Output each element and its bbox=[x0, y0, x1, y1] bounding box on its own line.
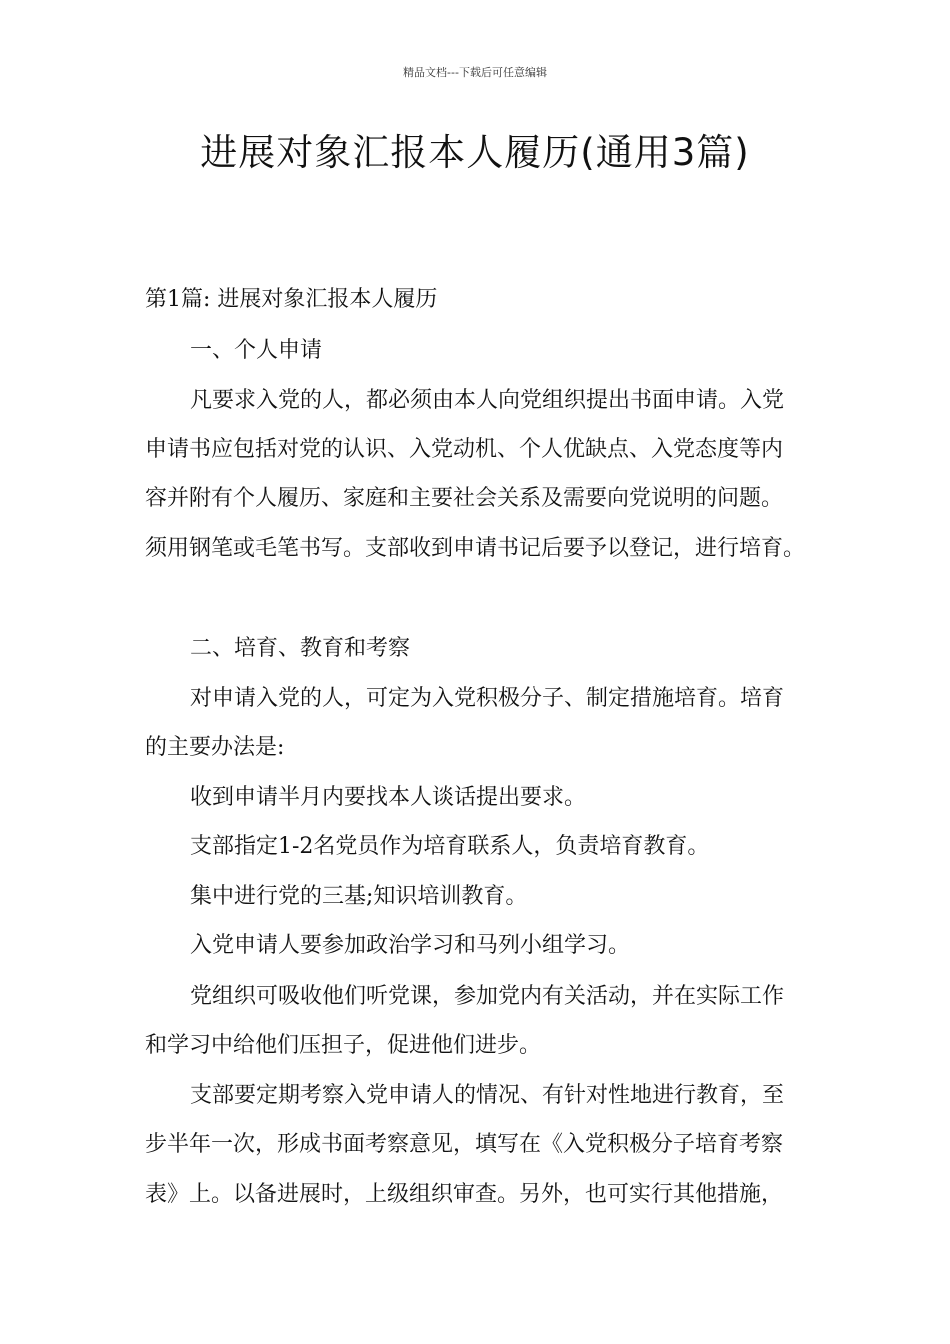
paragraph-line: 和学习中给他们压担子，促进他们进步。 bbox=[145, 1033, 542, 1058]
paragraph-line: 步半年一次，形成书面考察意见，填写在《入党积极分子培育考察 bbox=[145, 1132, 784, 1157]
paragraph-line: 凡要求入党的人，都必须由本人向党组织提出书面申请。入党 bbox=[190, 388, 785, 413]
paragraph-line: 对申请入党的人，可定为入党积极分子、制定措施培育。培育 bbox=[190, 686, 785, 711]
paragraph-line: 党组织可吸收他们听党课，参加党内有关活动，并在实际工作 bbox=[190, 984, 785, 1009]
subsection-heading: 一、个人申请 bbox=[190, 338, 323, 363]
page-header: 精品文档---下载后可任意编辑 bbox=[403, 66, 547, 79]
paragraph-line: 支部指定1-2名党员作为培育联系人，负责培育教育。 bbox=[190, 834, 710, 859]
paragraph-line: 申请书应包括对党的认识、入党动机、个人优缺点、入党态度等内 bbox=[145, 437, 784, 462]
paragraph-line: 容并附有个人履历、家庭和主要社会关系及需要向党说明的问题。 bbox=[145, 486, 784, 511]
subsection-heading: 二、培育、教育和考察 bbox=[190, 636, 411, 661]
section-heading: 第1篇: 进展对象汇报本人履历 bbox=[145, 287, 438, 312]
paragraph-line: 支部要定期考察入党申请人的情况、有针对性地进行教育，至 bbox=[190, 1083, 785, 1108]
paragraph-line: 表》上。以备进展时，上级组织审查。另外，也可实行其他措施， bbox=[145, 1182, 784, 1207]
paragraph-line: 须用钢笔或毛笔书写。支部收到申请书记后要予以登记，进行培育。 bbox=[145, 536, 806, 561]
document-title: 进展对象汇报本人履历(通用3篇) bbox=[200, 131, 750, 174]
paragraph-line: 收到申请半月内要找本人谈话提出要求。 bbox=[190, 785, 587, 810]
paragraph-line: 的主要办法是: bbox=[145, 735, 285, 760]
paragraph-line: 入党申请人要参加政治学习和马列小组学习。 bbox=[190, 933, 631, 958]
paragraph-line: 集中进行党的三基;知识培训教育。 bbox=[190, 884, 528, 909]
